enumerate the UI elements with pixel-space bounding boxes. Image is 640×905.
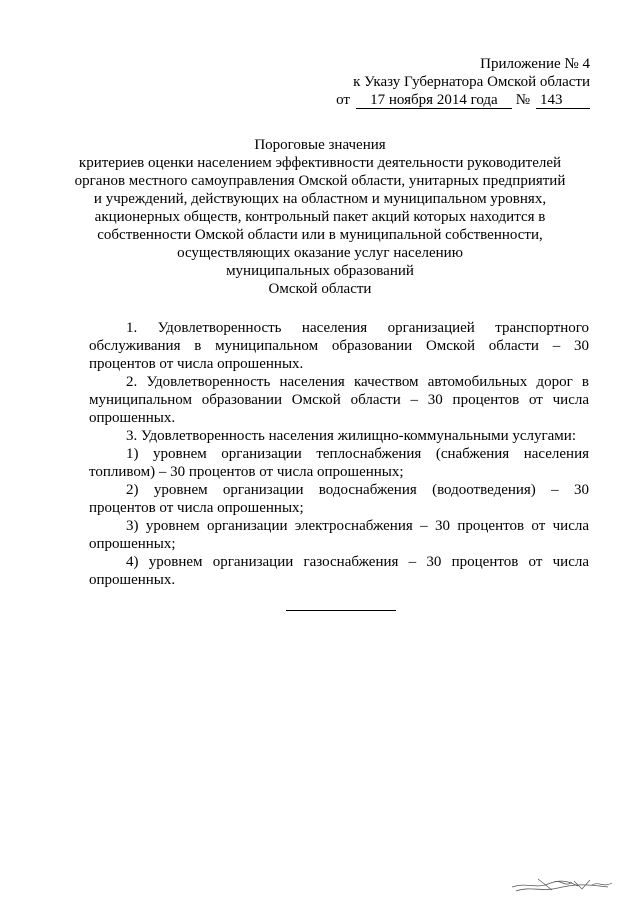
title-line: Пороговые значения xyxy=(254,137,386,153)
criterion-paragraph: 3. Удовлетворенность населения жилищно-коммунальными услугами: xyxy=(126,428,576,444)
annex-header xyxy=(336,55,590,109)
title-line: собственности Омской области или в муниципальной собственности, xyxy=(97,227,543,243)
annex-decree-reference: к Указу Губернатора Омской области xyxy=(353,74,590,90)
title-line: акционерных обществ, контрольный пакет акций которых находится в xyxy=(94,209,546,225)
sub-criterion-paragraph: 2) уровнем организации водоснабжения (водоотведения) – 30 процентов от числа опрошенных; xyxy=(89,482,589,516)
document-title xyxy=(50,136,590,298)
criterion-paragraph: 2. Удовлетворенность населения качеством автомобильных дорог в муниципальном образовании Омской области – 30 процентов от числа опрошенных. xyxy=(89,374,589,426)
annex-title: Приложение № 4 xyxy=(480,56,590,72)
title-line: органов местного самоуправления Омской области, унитарных предприятий xyxy=(74,173,566,189)
document-body xyxy=(89,319,589,589)
sub-criterion-paragraph: 4) уровнем организации газоснабжения – 30 процентов от числа опрошенных. xyxy=(89,554,589,588)
handwritten-initials-mark xyxy=(508,873,618,895)
criterion-paragraph: 1. Удовлетворенность населения организацией транспортного обслуживания в муниципальном образовании Омской области – 30 процентов от числа опрошенных. xyxy=(89,320,589,372)
title-line: муниципальных образований xyxy=(226,263,414,279)
title-line: критериев оценки населением эффективности деятельности руководителей xyxy=(78,155,562,171)
sub-criterion-paragraph: 1) уровнем организации теплоснабжения (снабжения населения топливом) – 30 процентов от числа опрошенных; xyxy=(89,446,589,480)
end-separator-line xyxy=(286,610,396,611)
decree-number: 143 xyxy=(536,92,590,109)
date-prefix: от xyxy=(336,92,350,108)
title-line: осуществляющих оказание услуг населению xyxy=(177,245,463,261)
decree-date: 17 ноября 2014 года xyxy=(356,92,512,109)
annex-date-number-line xyxy=(336,91,590,109)
sub-criterion-paragraph: 3) уровнем организации электроснабжения – 30 процентов от числа опрошенных; xyxy=(89,518,589,552)
number-prefix: № xyxy=(515,92,530,108)
title-line: и учреждений, действующих на областном и муниципальном уровнях, xyxy=(93,191,547,207)
title-line: Омской области xyxy=(268,281,372,297)
